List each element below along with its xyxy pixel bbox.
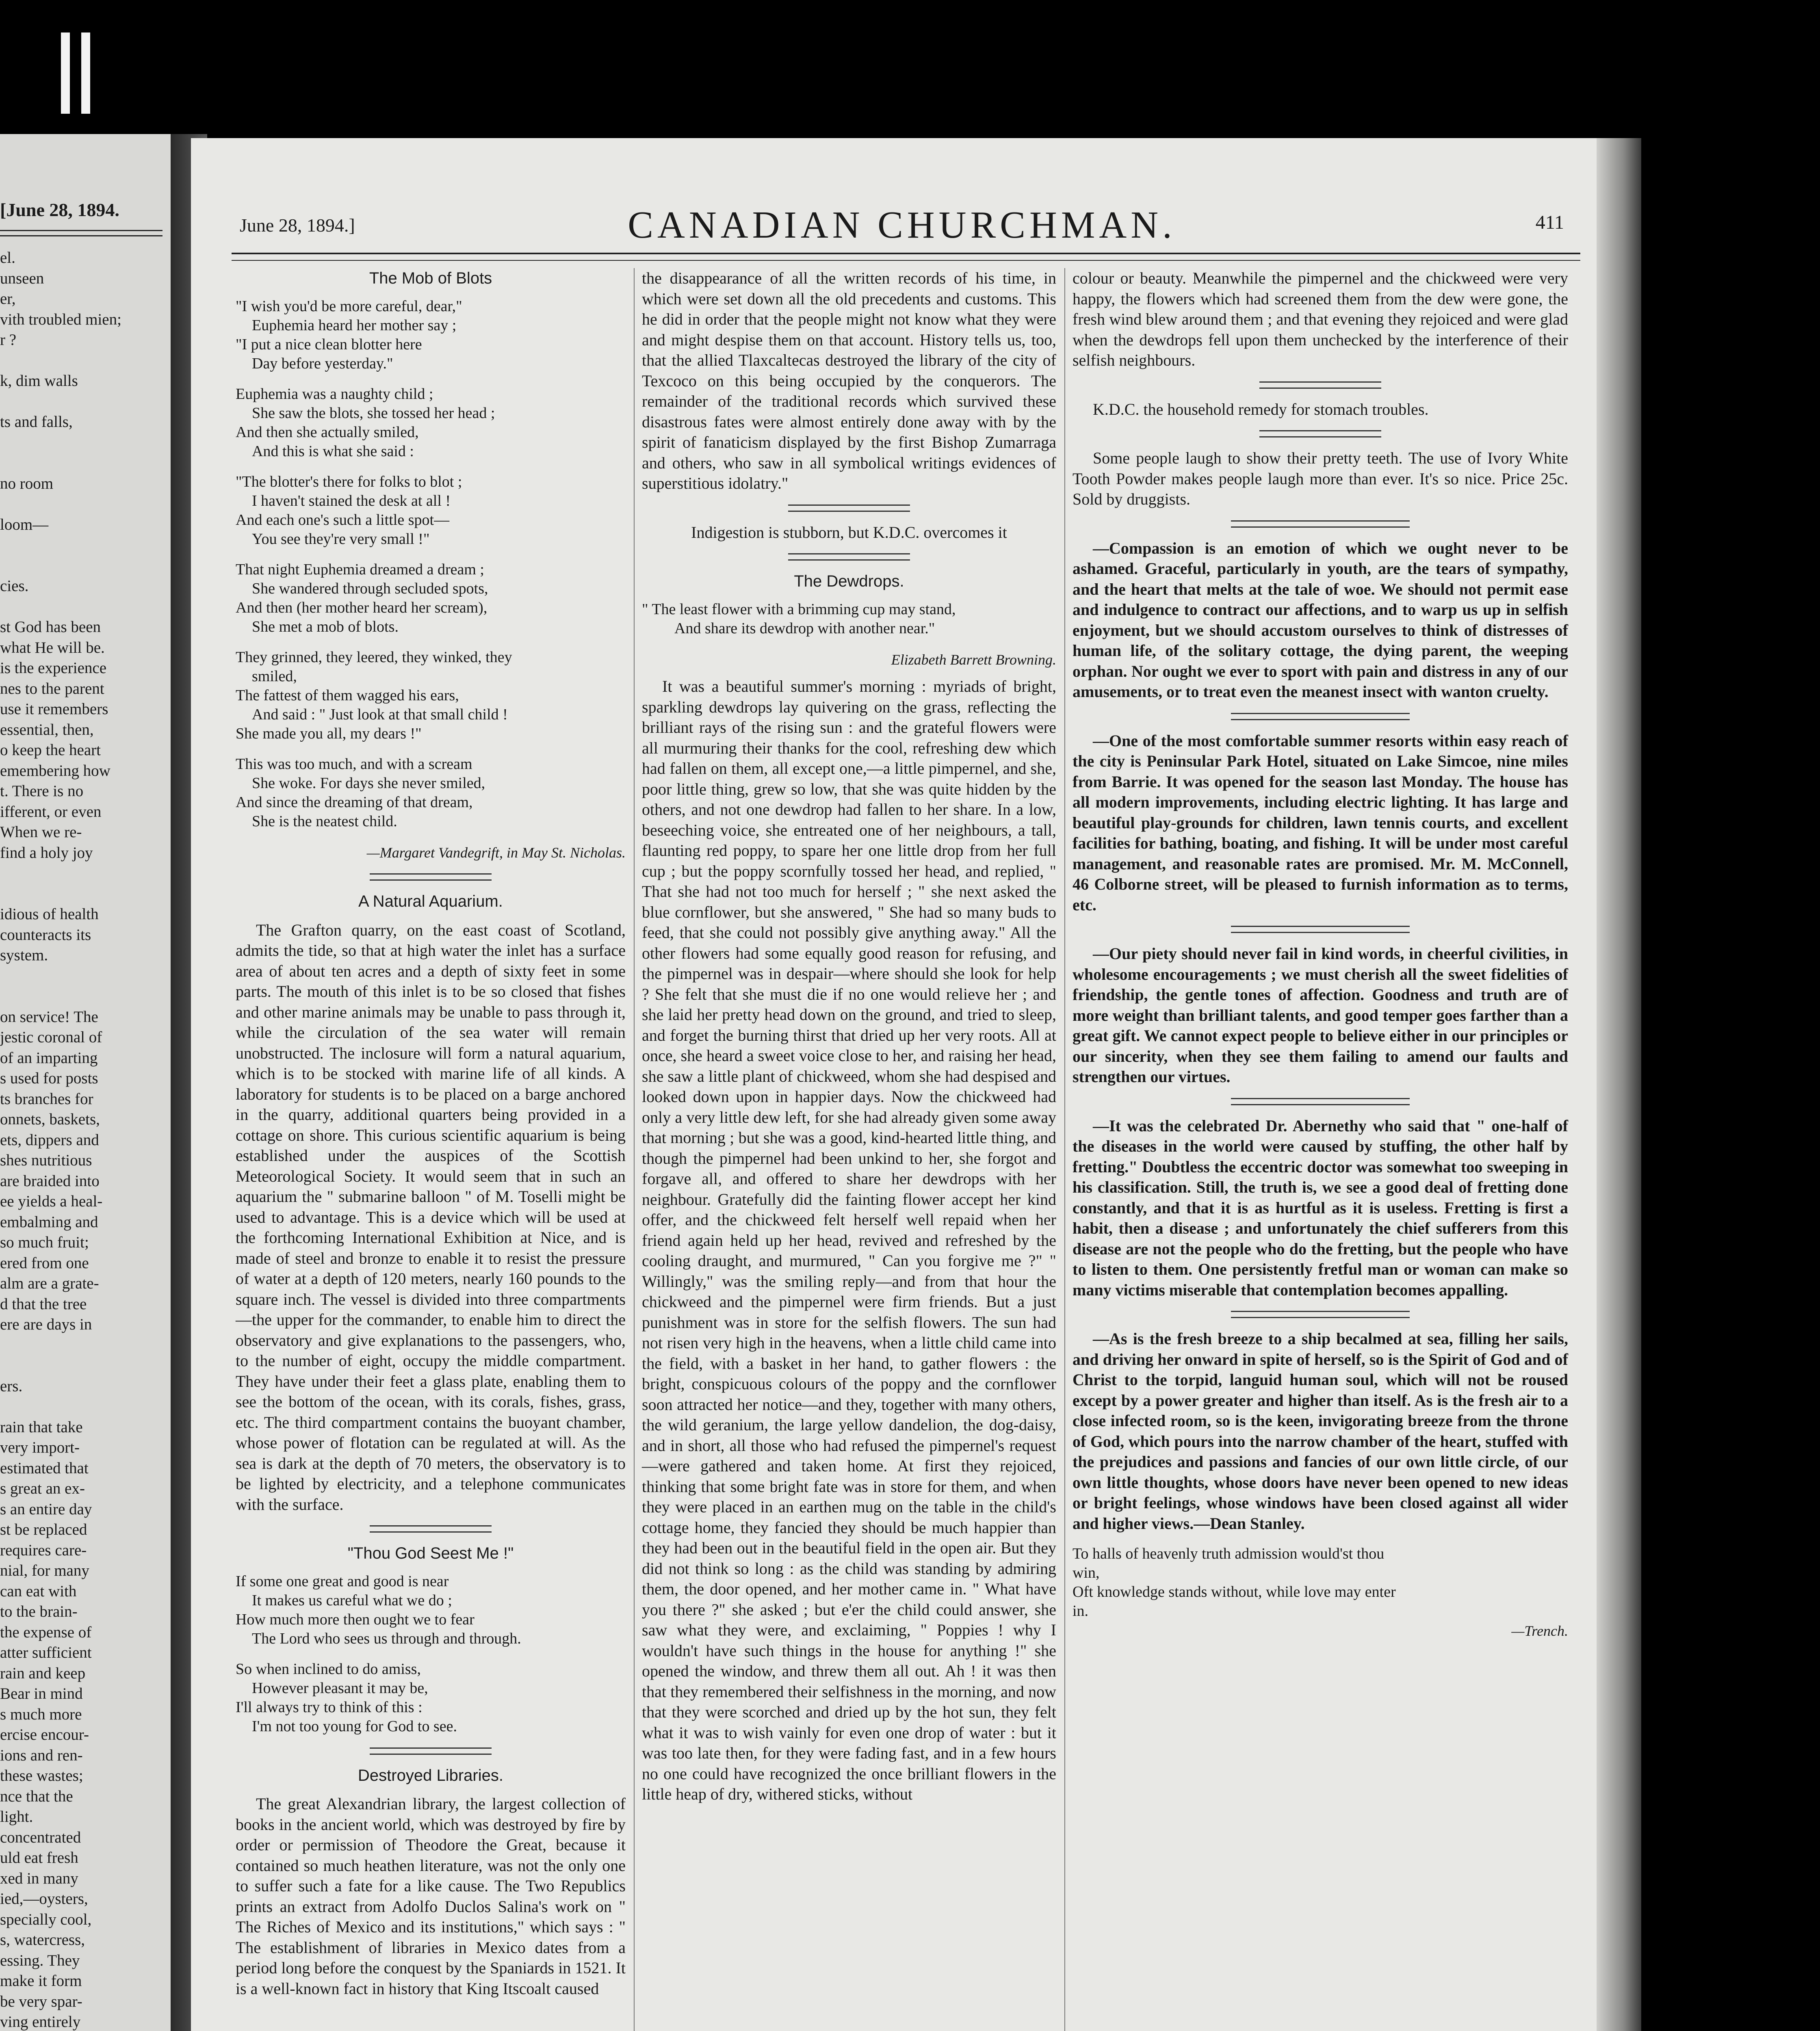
previous-page-line: ered from one [0, 1254, 89, 1272]
poem-line: So when inclined to do amiss, [236, 1660, 421, 1678]
previous-page-line: very import- [0, 1439, 80, 1456]
previous-page-line: unseen [0, 269, 44, 287]
poem-line: And each one's such a little spot— [236, 511, 450, 528]
previous-page-line: Bear in mind [0, 1685, 83, 1702]
section-separator [1231, 520, 1410, 528]
previous-page-line: onnets, baskets, [0, 1111, 100, 1128]
previous-page-line [0, 392, 169, 412]
poem-line: And then (her mother heard her scream), [236, 599, 488, 616]
page-number: 411 [1535, 212, 1564, 233]
trench-attribution: —Trench. [1511, 1623, 1568, 1639]
previous-page-line: ts and falls, [0, 413, 73, 431]
poem-stanza [236, 297, 626, 373]
previous-page-line: concentrated [0, 1828, 81, 1846]
poem-line: I'm not too young for God to see. [252, 1717, 457, 1735]
poem-line: "I put a nice clean blotter here [236, 336, 422, 353]
previous-page-line [0, 884, 169, 905]
previous-page-line: make it form [0, 1972, 82, 1990]
thou-god-seest-me-poem [236, 1572, 626, 1736]
poem-line: And this is what she said : [252, 442, 414, 460]
masthead-title: CANADIAN CHURCHMAN. [628, 204, 1176, 246]
verse-line: win, [1072, 1564, 1100, 1581]
ivory-tooth-powder-ad: Some people laugh to show their pretty teeth. The use of Ivory White Tooth Powder makes people laugh more than ever. It's so nice. Price 25c. Sold by druggists. [1072, 449, 1568, 508]
poem-line: Euphemia heard her mother say ; [252, 316, 457, 334]
verse-line: " The least flower with a brimming cup may stand, [642, 600, 956, 618]
previous-page-line: d that the tree [0, 1295, 87, 1313]
section-separator [1231, 926, 1410, 933]
previous-page-line: be very spar- [0, 1992, 82, 2010]
column-3 [1072, 268, 1568, 2031]
previous-page-line: the expense of [0, 1623, 92, 1641]
poem-line: That night Euphemia dreamed a dream ; [236, 561, 484, 578]
section-separator [370, 1525, 492, 1533]
previous-page-line: k, dim walls [0, 372, 78, 390]
verse-line: Oft knowledge stands without, while love may enter [1072, 1583, 1396, 1600]
previous-page-line [0, 433, 169, 453]
previous-page-line: shes nutritious [0, 1152, 92, 1169]
previous-page-line: loom— [0, 515, 49, 533]
previous-page-line: s used for posts [0, 1070, 98, 1087]
previous-page-line: ied,—oysters, [0, 1890, 88, 1908]
poem-stanza [236, 560, 626, 637]
kdc-indigestion-ad: Indigestion is stubborn, but K.D.C. overcomes it [691, 523, 1007, 541]
previous-page-line: ee yields a heal- [0, 1193, 103, 1210]
previous-page-line: nial, for many [0, 1562, 89, 1579]
destroyed-libraries-title: Destroyed Libraries. [358, 1766, 503, 1784]
previous-page-line: essential, then, [0, 721, 94, 738]
previous-page-line: jestic coronal of [0, 1028, 102, 1046]
section-separator [1231, 1098, 1410, 1105]
trench-verse [1072, 1544, 1568, 1621]
previous-page-line: nes to the parent [0, 680, 104, 697]
previous-page-line: ving entirely [0, 2013, 81, 2031]
previous-page-line: no room [0, 474, 54, 492]
previous-page-line: ifferent, or even [0, 803, 102, 821]
column-1 [236, 268, 626, 2031]
previous-page-fragment [0, 134, 173, 2031]
previous-page-line: nce that the [0, 1787, 73, 1805]
column-divider [634, 268, 635, 2031]
previous-page-line [0, 556, 169, 576]
poem-line: This was too much, and with a scream [236, 755, 472, 773]
section-separator [1231, 1311, 1410, 1318]
previous-page-line: can eat with [0, 1582, 77, 1600]
previous-page-line: o keep the heart [0, 741, 101, 759]
previous-page-text [0, 248, 169, 2031]
previous-page-line: is the experience [0, 659, 107, 677]
previous-page-line: ets, dippers and [0, 1131, 99, 1149]
section-separator [1259, 430, 1381, 437]
previous-page-line: on service! The [0, 1008, 98, 1026]
previous-page-rule [0, 230, 162, 236]
verse-line: And share its dewdrop with another near." [674, 619, 935, 637]
mob-of-blots-poem [236, 297, 626, 831]
previous-page-line: counteracts its [0, 926, 91, 944]
poem-line: If some one great and good is near [236, 1572, 449, 1590]
previous-page-line: light. [0, 1808, 33, 1825]
running-head [236, 199, 1568, 244]
section-separator [788, 553, 910, 561]
previous-page-line: uld eat fresh [0, 1849, 78, 1866]
compassion-paragraph: —Compassion is an emotion of which we ought never to be ashamed. Graceful, particularly in youth, are the tears of sympathy, and the heart that melts at the tale of woe. We should not permit ease and indulgence to contract our affections, and to warp us up in selfish enjoyment, but we should accustom ourselves to think of distresses of human life, of the solitary cottage, the dying parent, the weeping orphan. Nor ought we ever to sport with pain and distress in any of our amusements, or to treat even the meanest insect with wanton cruelty. [1072, 539, 1568, 701]
registration-mark-top-2 [81, 32, 90, 114]
previous-page-line: idious of health [0, 905, 99, 923]
previous-page-header: [June 28, 1894. [0, 199, 119, 220]
verse-line: To halls of heavenly truth admission would'st thou [1072, 1545, 1384, 1562]
section-separator [788, 505, 910, 512]
dewdrops-epigraph [642, 600, 1056, 638]
poem-line: And said : " Just look at that small child ! [252, 706, 508, 723]
previous-page-line: cies. [0, 577, 29, 595]
previous-page-line: s an entire day [0, 1500, 92, 1518]
poem-stanza [236, 385, 626, 461]
poem-line: "I wish you'd be more careful, dear," [236, 297, 462, 315]
piety-paragraph: —Our piety should never fail in kind words, in cheerful civilities, in wholesome encouragements ; we must cherish all the sweet fidelities of friendship, the gentle tones of affection. Goodness and truth are of more weight than brilliant talents, and good temper goes farther than a great gift. We cannot expect people to believe either in our principles or our sincerity, when they see them failing to amend our faults and strengthen our virtues. [1072, 944, 1568, 1086]
previous-page-line: so much fruit; [0, 1234, 89, 1251]
previous-page-line: xed in many [0, 1869, 78, 1887]
poem-line: Euphemia was a naughty child ; [236, 385, 433, 403]
previous-page-line: are braided into [0, 1172, 100, 1190]
previous-page-line: er, [0, 290, 16, 307]
natural-aquarium-text: The Grafton quarry, on the east coast of Scotland, admits the tide, so that at high water the inlet has a surface area of about ten acres and a depth of sixty feet in some parts. The mouth of this inlet is to be so closed that fishes and other marine animals may be unable to pass through it, while the circulation of the sea water will remain unobstructed. The inclosure will form a natural aquarium, which is to be stocked with marine life of all kinds. A laboratory for students is to be placed on a barge anchored in the quarry, additional quarters being provided in a cottage on shore. This curious scientific aquarium is being established under the auspices of the Scottish Meteorological Society. It would seem that in such an aquarium the " submarine balloon " of M. Toselli might be used to advantage. This is a device which will be used at the forthcoming International Exhibition at Nice, and is made of steel and bronze to enable it to resist the pressure of water at a depth of 120 meters, nearly 160 pounds to the square inch. The vessel is divided into three compartments—the upper for the commander, to enable him to direct the observatory and give explanations to the passengers, who, to the number of eight, occupy the middle compartment. They have under their feet a glass plate, enabling them to see the bottom of the ocean, with its corals, fishes, grass, etc. The third compartment contains the buoyant chamber, whose power of flotation can be regulated at will. As the sea is dark at the depth of 70 meters, the observatory is to be lighted by electricity, and a telephone communicates with the surface. [236, 920, 626, 1514]
previous-page-line: use it remembers [0, 700, 108, 718]
previous-page-line: ers. [0, 1377, 23, 1395]
destroyed-libraries-continued: the disappearance of all the written records of his time, in which were set down all the old precedents and customs. This he did in order that the people might not know what they were and might despise them on that account. History tells us, too, that the allied Tlaxcaltecas destroyed the library of the city of Texcoco on this being occupied by the conquerors. The remainder of the traditional records which survived these disastrous fates were almost entirely done away with by the spirit of fanaticism displayed by the first Bishop Zumarraga and others, who saw in all symbolical writings evidences of superstitious idolatry." [642, 269, 1056, 492]
poem-line: She saw the blots, she tossed her head ; [252, 404, 495, 422]
destroyed-libraries-text: The great Alexandrian library, the largest collection of books in the ancient world, which was destroyed by fire by order or permission of Theodore the Great, because it contained so much heathen literature, was not the only one to suffer such a fate for a like cause. The Two Republics prints an extract from Adolfo Duclos Salina's work on " The Riches of Mexico and its institutions," which says : " The establishment of libraries in Mexico dates from a period long before the conquest by the Spaniards in 1521. It is a well-known fact in history that King Itscoalt caused [236, 1795, 626, 1998]
section-separator [1231, 713, 1410, 720]
previous-page-line: s much more [0, 1705, 82, 1723]
verse-line: in. [1072, 1602, 1089, 1620]
previous-page-line [0, 597, 169, 617]
previous-page-line: embalming and [0, 1213, 98, 1231]
previous-page-line: what He will be. [0, 639, 105, 656]
poem-line: And then she actually smiled, [236, 423, 419, 441]
dewdrops-text: It was a beautiful summer's morning : myriads of bright, sparkling dewdrops lay quivering on the grass, reflecting the brilliant rays of the rising sun : and the grateful flowers were all murmuring their thanks for the cool, refreshing dew which had fallen on them, all except one,—a little pimpernel, and she, poor little thing, grew so low, that she was quite hidden by the others, and not one dewdrop had fallen to her share. In a low, beseeching voice, she entreated one of her neighbours, a tall, flaunting red poppy, to spare her one little drop from her full cup ; but the poppy scornfully tossed her head, and replied, " That she had not too much for herself ; " she next asked the blue cornflower, but she answered, " She had so many buds to feed, that she could not possibly give anything away." All the other flowers had some equally good reason for refusing, and the pimpernel was in despair—where should she look for help ? She felt that she must die if no one would relieve her ; and she laid her pretty head down on the ground, and tried to sleep, and forget the burning thirst that dried up her very roots. All at once, she heard a sweet voice close to her, and raising her head, she saw a little plant of chickweed, whom she had despised and looked down upon in happier days. Now the chickweed had only a very little dew left, for she had already given some away that morning ; but she was a good, kind-hearted little thing, and though the pimpernel had been unkind to her, she forgot and forgave all, and offered to share her dewdrops with her neighbour. Gratefully did the fainting flower accept her kind offer, and the chickweed felt herself well repaid when her friend again held up her head, revived and refreshed by the cooling draught, and murmured, " Can you forgive me ?" " Willingly," was the smiling reply—and from that hour the chickweed and the pimpernel were firm friends. But a just punishment was in store for the selfish flowers. The sun had not risen very high in the heavens, when a little child came into the field, with a basket in her hand, to gather flowers : the bright, conspicuous colours of the poppy and the cornflower soon attracted her notice—and they, together with many others, the wild geranium, the large yellow dandelion, the dog-daisy, and in short, all those who had refused the pimpernel's request—were gathered and taken home. At first they rejoiced, thinking that some bright fate was in store for them, and when they were placed in an earthen mug on the table in the child's cottage home, they fancied they should be much happier than they had been out in the beautiful field in the open air. But they did not think so long : as the child was standing by admiring them, the door opened, and her mother came in. " What have you there ?" she asked ; but e'er the child could answer, she saw what they were, and exclaiming, " Poppies ! why I wouldn't have such things in the house for anything !" she opened the window, and threw them all out. Ah ! it was then that they remembered their selfishness in the morning, and now that they were scorched and dried up by the hot sun, they felt what it was to wish vainly for even one drop of water : but it was too late then, for they were fading fast, and in a few hours no one could have recognized the once brilliant flowers in the little heap of dry, withered sticks, without [642, 677, 1056, 1803]
previous-page-line: essing. They [0, 1951, 80, 1969]
column-divider [1064, 268, 1065, 2031]
poem-line: You see they're very small !" [252, 530, 430, 548]
poem-line: She met a mob of blots. [252, 618, 399, 635]
registration-mark-top-1 [61, 32, 70, 114]
bold-paragraphs [1072, 538, 1568, 1534]
previous-page-line: specially cool, [0, 1910, 92, 1928]
previous-page-line: t. There is no [0, 782, 84, 800]
previous-page-line: requires care- [0, 1541, 87, 1559]
previous-page-line: s, watercress, [0, 1931, 85, 1949]
previous-page-line: rain that take [0, 1418, 83, 1436]
poem-stanza [236, 755, 626, 831]
dewdrops-ending: colour or beauty. Meanwhile the pimpernel and the chickweed were very happy, the flowers which had screened them from the dew were gone, the fresh wind blew around them ; and that evening they rejoiced and were glad when the dewdrops fell upon them unchecked by the interference of their selfish neighbours. [1072, 269, 1568, 369]
mob-of-blots-title: The Mob of Blots [369, 269, 492, 287]
thou-god-seest-me-title: "Thou God Seest Me !" [347, 1544, 514, 1562]
previous-page-line [0, 986, 169, 1007]
column-2 [642, 268, 1056, 2031]
previous-page-line: these wastes; [0, 1767, 83, 1784]
previous-page-line: st be replaced [0, 1521, 87, 1538]
poem-line: The fattest of them wagged his ears, [236, 686, 459, 704]
previous-page-line [0, 1355, 169, 1376]
peninsular-park-hotel-paragraph: —One of the most comfortable summer resorts within easy reach of the city is Peninsular Park Hotel, situated on Lake Simcoe, nine miles from Barrie. It was opened for the season last Monday. The house has all modern improvements, including electric lighting. It has large and beautiful play-grounds for children, lawn tennis courts, and excellent facilities for bathing, boating, and fishing. It will be under most careful management, and reasonable rates are promised. Mr. M. McConnell, 46 Colborne street, will be pleased to furnish information as to terms, etc. [1072, 731, 1568, 914]
poem-line: "The blotter's there for folks to blot ; [236, 473, 462, 490]
previous-page-line [0, 863, 169, 884]
previous-page-line: rain and keep [0, 1664, 86, 1682]
poem-stanza [236, 648, 626, 743]
previous-page-line: of an imparting [0, 1049, 98, 1067]
previous-page-line: ts branches for [0, 1090, 93, 1108]
poem-line: Day before yesterday." [252, 355, 393, 372]
previous-page-line: atter sufficient [0, 1644, 92, 1661]
section-separator [370, 873, 492, 881]
previous-page-line [0, 1335, 169, 1356]
abernethy-paragraph: —It was the celebrated Dr. Abernethy who said that " one-half of the diseases in the world were caused by stuffing, the other half by fretting." Doubtless the eccentric doctor was somewhat too sweeping in his classification. Still, the truth is, we see a good deal of fretting done constantly, and that it is as hurtful as it is useless. Fretting is first a habit, then a disease ; and unfortunately the chief sufferers from this disease are not the people who do the fretting, but the people who have to listen to them. One persistently fretful man or woman can make so many victims miserable that contemplation becomes appalling. [1072, 1116, 1568, 1299]
poem-line: I haven't stained the desk at all ! [252, 492, 451, 509]
previous-page-line: estimated that [0, 1459, 89, 1477]
previous-page-line: r ? [0, 331, 17, 349]
previous-page-line: system. [0, 946, 48, 964]
previous-page-line: vith troubled mien; [0, 310, 121, 328]
poem-line: She is the neatest child. [252, 812, 397, 830]
previous-page-line: to the brain- [0, 1603, 78, 1620]
previous-page-line [0, 535, 169, 556]
previous-page-line: emembering how [0, 762, 110, 779]
fresh-breeze-paragraph: —As is the fresh breeze to a ship becalmed at sea, filling her sails, and driving her onward in spite of herself, so is the Spirit of God and of Christ to the torpid, languid human soul, which will not be roused except by a power greater and higher than itself. As is the fresh air to a close infected room, so is the keen, invigorating breeze from the throne of God, which pours into the narrow chamber of the heart, stuffed with the prejudices and passions and fancies of our own little circle, of our own little thoughts, whose doors have never been opened to new ideas or bright feelings, whose windows have been closed against all wider and higher views.—Dean Stanley. [1072, 1329, 1568, 1533]
previous-page-line: ercise encour- [0, 1726, 89, 1743]
poem-stanza [236, 1660, 626, 1736]
poem-line: smiled, [252, 667, 297, 685]
previous-page-line: alm are a grate- [0, 1275, 99, 1292]
previous-page-line [0, 453, 169, 474]
previous-page-line [0, 1397, 169, 1417]
poem-line: They grinned, they leered, they winked, they [236, 648, 512, 666]
previous-page-line: el. [0, 249, 15, 266]
poem-line: The Lord who sees us through and through. [252, 1630, 521, 1647]
poem-line: And since the dreaming of that dream, [236, 793, 473, 811]
previous-page-line [0, 351, 169, 371]
poem-line: How much more then ought we to fear [236, 1611, 474, 1628]
previous-page-line: When we re- [0, 823, 82, 841]
dewdrops-epigraph-attribution: Elizabeth Barrett Browning. [891, 651, 1056, 668]
natural-aquarium-title: A Natural Aquarium. [358, 892, 503, 910]
previous-page-line: st God has been [0, 618, 101, 636]
kdc-stomach-ad: K.D.C. the household remedy for stomach troubles. [1093, 400, 1429, 418]
previous-page-line: find a holy joy [0, 844, 93, 862]
previous-page-line: s great an ex- [0, 1480, 85, 1497]
poem-stanza [236, 1572, 626, 1648]
dewdrops-title: The Dewdrops. [794, 572, 904, 590]
poem-line: She wandered through secluded spots, [252, 580, 488, 597]
header-rule [232, 253, 1580, 261]
previous-page-line: ions and ren- [0, 1746, 83, 1764]
newspaper-page [191, 138, 1621, 2031]
section-separator [1259, 381, 1381, 389]
poem-stanza [236, 472, 626, 549]
poem-line: It makes us careful what we do ; [252, 1591, 452, 1609]
mob-of-blots-attribution: —Margaret Vandegrift, in May St. Nicholas. [366, 844, 626, 861]
page-date: June 28, 1894.] [240, 215, 355, 236]
previous-page-line: ere are days in [0, 1316, 92, 1333]
book-page-edges [1597, 138, 1641, 2031]
section-separator [370, 1747, 492, 1755]
previous-page-line [0, 966, 169, 987]
poem-line: I'll always try to think of this : [236, 1698, 422, 1716]
poem-line: She made you all, my dears !" [236, 725, 422, 742]
poem-line: However pleasant it may be, [252, 1679, 428, 1697]
poem-line: She woke. For days she never smiled, [252, 774, 485, 792]
previous-page-line [0, 494, 169, 515]
